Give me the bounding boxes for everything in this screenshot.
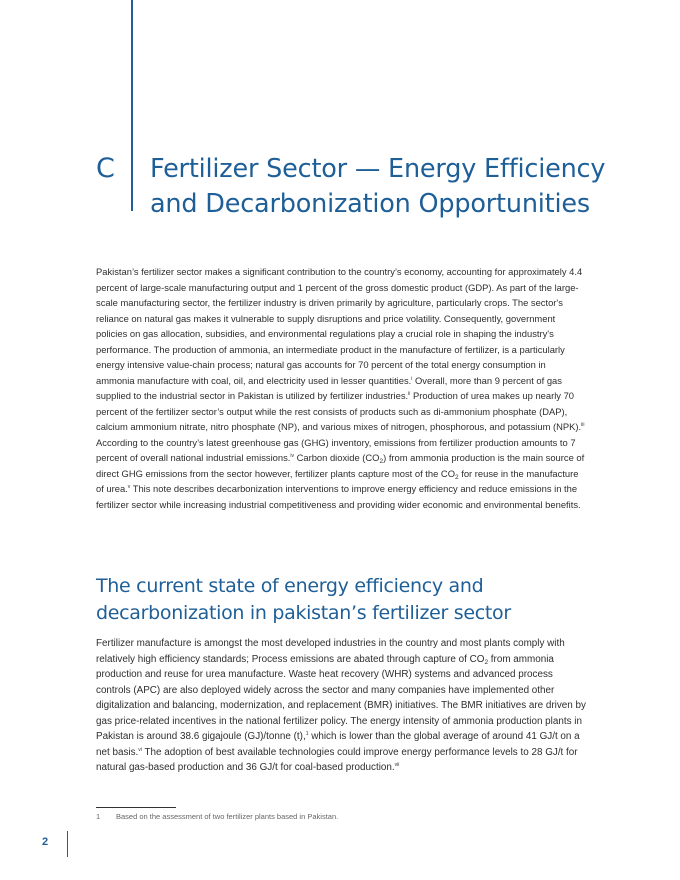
intro-text: ) from ammonia production is the main source of direct GHG emissions from the sector however, fertilizer plants capture most of the CO	[96, 452, 585, 479]
subscript: 2	[455, 473, 459, 481]
top-vertical-rule	[131, 0, 133, 211]
chapter-title: Fertilizer Sector — Energy Efficiency and Decarbonization Opportunities	[150, 154, 606, 219]
intro-text: for reuse in the manufacture of urea.	[96, 467, 579, 494]
section-heading: The current state of energy efficiency and decarbonization in pakistan’s fertilizer sector	[96, 575, 511, 624]
intro-text: Pakistan’s fertilizer sector makes a significant contribution to the country’s economy, accounting for approximately 4.4 percent of large-scale manufacturing output and 1 percent of the gross domestic product (GDP). As part of the large-scale manufacturing sector, the fertilizer industry is driven primarily by agriculture, particularly crops. The sector's reliance on natural gas makes it vulnerable to supply disruptions and price volatility. Consequently, government policies on gas allocation, subsidies, and environmental regulations play a crucial role in shaping the industry's performance. The production of ammonia, an intermediate product in the manufacture of fertilizer, is a particularly energy intensive value-chain process; natural gas accounts for 70 percent of the total energy consumption in ammonia manufacture with coal, oil, and electricity used in lesser quantities.	[96, 266, 583, 386]
intro-text: This note describes decarbonization interventions to improve energy efficiency and reduce emissions in the fertilizer sector while increasing industrial competitiveness and providing wider economic and environmental benefits.	[96, 483, 581, 510]
endnote-ref[interactable]: iv	[290, 453, 294, 459]
footnote	[96, 812, 338, 821]
section-text: The adoption of best available technologies could improve energy performance levels to 28 GJ/t for natural gas-based production and 36 GJ/t for coal-based production.	[96, 746, 578, 773]
intro-text: Production of urea makes up nearly 70 percent of the fertilizer sector’s output while the rest consists of products such as di-ammonium phosphate (DAP), calcium ammonium nitrate, nitro phosphate (NP), and various mixes of nitrogen, phosphorous, and potassium (NPK).	[96, 390, 582, 432]
footnote-ref[interactable]: 1	[305, 731, 309, 737]
endnote-ref[interactable]: vii	[394, 762, 400, 768]
chapter-letter: C	[96, 153, 116, 184]
section-text: Fertilizer manufacture is amongst the most developed industries in the country and most plants comply with relatively high efficiency standards; Process emissions are abated through capture of CO	[96, 638, 565, 665]
intro-text: Carbon dioxide (CO	[294, 452, 380, 463]
endnote-ref[interactable]: i	[411, 375, 413, 382]
footnote-text: Based on the assessment of two fertilizer plants based in Pakistan.	[116, 812, 339, 821]
section-text: which is lower than the global average of around 41 GJ/t on a net basis.	[96, 731, 580, 758]
endnote-ref[interactable]: vi	[138, 746, 142, 753]
footnote-divider	[96, 807, 176, 808]
subscript: 2	[484, 658, 489, 666]
subscript: 2	[379, 458, 384, 465]
endnote-ref[interactable]: ii	[408, 391, 411, 397]
page-number: 2	[42, 836, 49, 848]
page-number-rule	[67, 831, 68, 857]
section-paragraph	[96, 636, 586, 776]
intro-paragraph	[96, 264, 586, 512]
endnote-ref[interactable]: v	[127, 484, 131, 490]
endnote-ref[interactable]: iii	[581, 422, 585, 428]
intro-text: Overall, more than 9 percent of gas supplied to the industrial sector in Pakistan is utilized by fertilizer industries.	[96, 374, 562, 401]
footnote-number: 1	[96, 812, 101, 821]
intro-text: According to the country’s latest greenhouse gas (GHG) inventory, emissions from fertilizer production amounts to 7 percent of overall national industrial emissions.	[96, 436, 576, 463]
section-text: from ammonia production and reuse for urea manufacture. Waste heat recovery (WHR) systems and advanced process controls (APC) are also deployed widely across the sector and many companies have implemented other digitalization and balancing, modernization, and replacement (BMR) initiatives. The BMR initiatives are driven by gas price-related incentives in the national fertilizer policy. The energy intensity of ammonia production plants in Pakistan is around 38.6 gigajoule (GJ)/tonne (t),	[96, 653, 586, 742]
